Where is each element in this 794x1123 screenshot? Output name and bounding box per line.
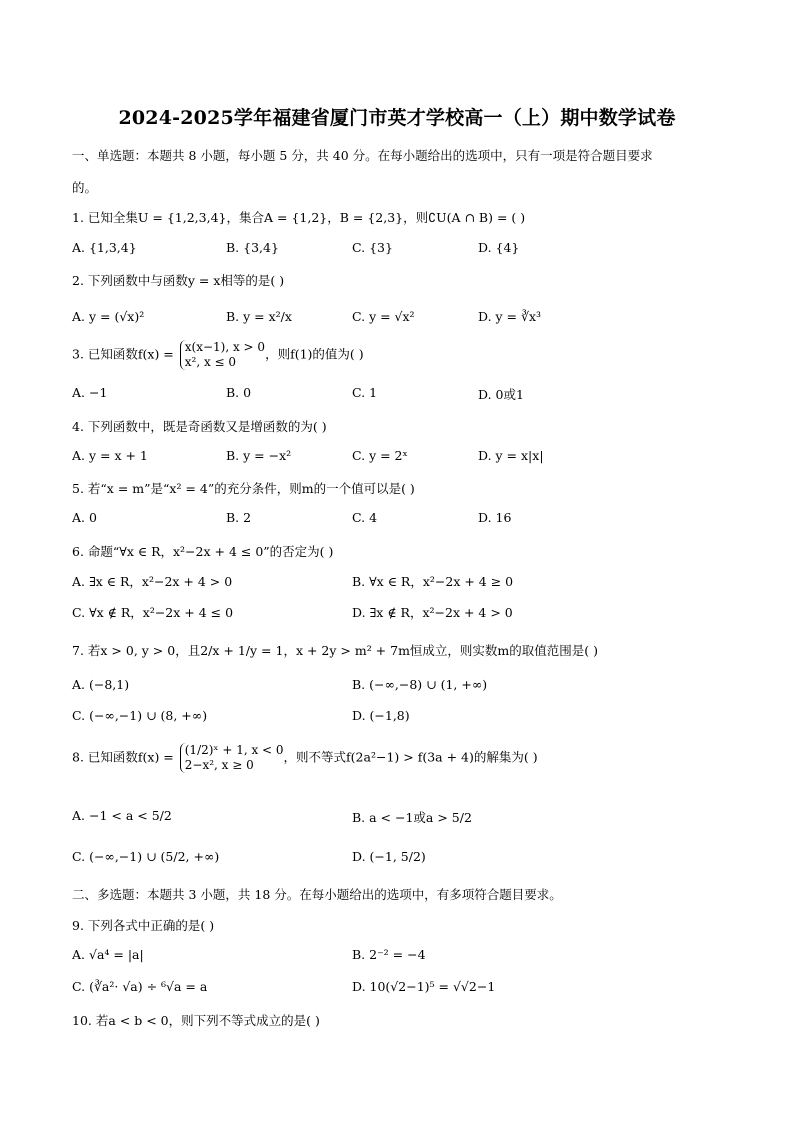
q7-option-a: A. (−8,1)	[72, 677, 130, 692]
q1-option-a: A. {1,3,4}	[72, 240, 137, 255]
question-3	[72, 340, 364, 370]
question-10: 10. 若a < b < 0，则下列不等式成立的是( )	[72, 1013, 320, 1028]
section1-heading-cont: 的。	[72, 180, 98, 195]
q6-option-a: A. ∃x ∈ R，x²−2x + 4 > 0	[72, 574, 233, 589]
q8-option-d: D. (−1, 5/2)	[352, 849, 426, 864]
q3-option-a: A. −1	[72, 385, 108, 400]
exam-title: 2024-2025学年福建省厦门市英才学校高一（上）期中数学试卷	[118, 107, 676, 129]
q5-option-d: D. 16	[478, 510, 512, 525]
q1-option-b: B. {3,4}	[226, 240, 279, 255]
q1-option-d: D. {4}	[478, 240, 520, 255]
q7-option-b: B. (−∞,−8) ∪ (1, +∞)	[352, 677, 488, 692]
q6-option-b: B. ∀x ∈ R，x²−2x + 4 ≥ 0	[352, 574, 514, 589]
q4-option-b: B. y = −x²	[226, 448, 292, 463]
q4-option-c: C. y = 2ˣ	[352, 448, 408, 463]
q4-option-d: D. y = x|x|	[478, 448, 544, 463]
question-4: 4. 下列函数中，既是奇函数又是增函数的为( )	[72, 419, 327, 434]
q2-option-a: A. y = (√x)²	[72, 309, 145, 324]
question-5: 5. 若“x = m”是“x² = 4”的充分条件，则m的一个值可以是( )	[72, 481, 415, 496]
q5-option-b: B. 2	[226, 510, 252, 525]
q7-option-d: D. (−1,8)	[352, 708, 410, 723]
q1-option-c: C. {3}	[352, 240, 393, 255]
q2-option-c: C. y = √x²	[352, 309, 415, 324]
q8-option-c: C. (−∞,−1) ∪ (5/2, +∞)	[72, 849, 220, 864]
question-8	[72, 743, 538, 773]
q8-piecewise	[180, 743, 284, 773]
q6-option-c: C. ∀x ∉ R，x²−2x + 4 ≤ 0	[72, 605, 234, 620]
q8-stem-pre: 8. 已知函数f(x) =	[72, 749, 178, 765]
q2-option-d: D. y = ∛x³	[478, 309, 542, 324]
q3-piece-top: x(x−1), x > 0	[184, 340, 266, 354]
section2-heading: 二、多选题：本题共 3 小题，共 18 分。在每小题给出的选项中，有多项符合题目要求。	[72, 887, 562, 902]
q9-option-a: A. √a⁴ = |a|	[72, 947, 144, 962]
q3-piecewise	[180, 340, 265, 370]
question-7: 7. 若x > 0, y > 0，且2/x + 1/y = 1，x + 2y > m² + 7m恒成立，则实数m的取值范围是( )	[72, 643, 599, 658]
question-9: 9. 下列各式中正确的是( )	[72, 918, 215, 933]
q3-option-b: B. 0	[226, 385, 252, 400]
q3-option-c: C. 1	[352, 385, 378, 400]
q8-piece-top: (1/2)ˣ + 1, x < 0	[184, 743, 284, 757]
q9-option-b: B. 2⁻² = −4	[352, 947, 426, 962]
question-1: 1. 已知全集U = {1,2,3,4}，集合A = {1,2}，B = {2,3}，则∁U(A ∩ B) = ( )	[72, 210, 526, 225]
q6-option-d: D. ∃x ∉ R，x²−2x + 4 > 0	[352, 605, 513, 620]
q3-stem-pre: 3. 已知函数f(x) =	[72, 346, 178, 362]
q9-option-c: C. (∛a²· √a) ÷ ⁶√a = a	[72, 979, 208, 994]
q3-option-d: D. 0或1	[478, 387, 524, 402]
q7-option-c: C. (−∞,−1) ∪ (8, +∞)	[72, 708, 208, 723]
q8-option-b: B. a < −1或a > 5/2	[352, 810, 472, 825]
q5-option-a: A. 0	[72, 510, 97, 525]
q9-option-d: D. 10(√2−1)⁵ = √√2−1	[352, 979, 496, 994]
section1-heading: 一、单选题：本题共 8 小题，每小题 5 分，共 40 分。在每小题给出的选项中，只有一项是符合题目要求	[72, 148, 653, 163]
q8-piece-bottom: 2−x², x ≥ 0	[184, 758, 254, 772]
q3-stem-post: ，则f(1)的值为( )	[265, 346, 364, 362]
q2-option-b: B. y = x²/x	[226, 309, 292, 324]
q3-piece-bottom: x², x ≤ 0	[184, 355, 237, 369]
question-6: 6. 命题“∀x ∈ R，x²−2x + 4 ≤ 0”的否定为( )	[72, 544, 334, 559]
question-2: 2. 下列函数中与函数y = x相等的是( )	[72, 273, 285, 288]
q4-option-a: A. y = x + 1	[72, 448, 148, 463]
q8-option-a: A. −1 < a < 5/2	[72, 808, 172, 823]
q5-option-c: C. 4	[352, 510, 378, 525]
q8-stem-post: ，则不等式f(2a²−1) > f(3a + 4)的解集为( )	[283, 749, 538, 765]
